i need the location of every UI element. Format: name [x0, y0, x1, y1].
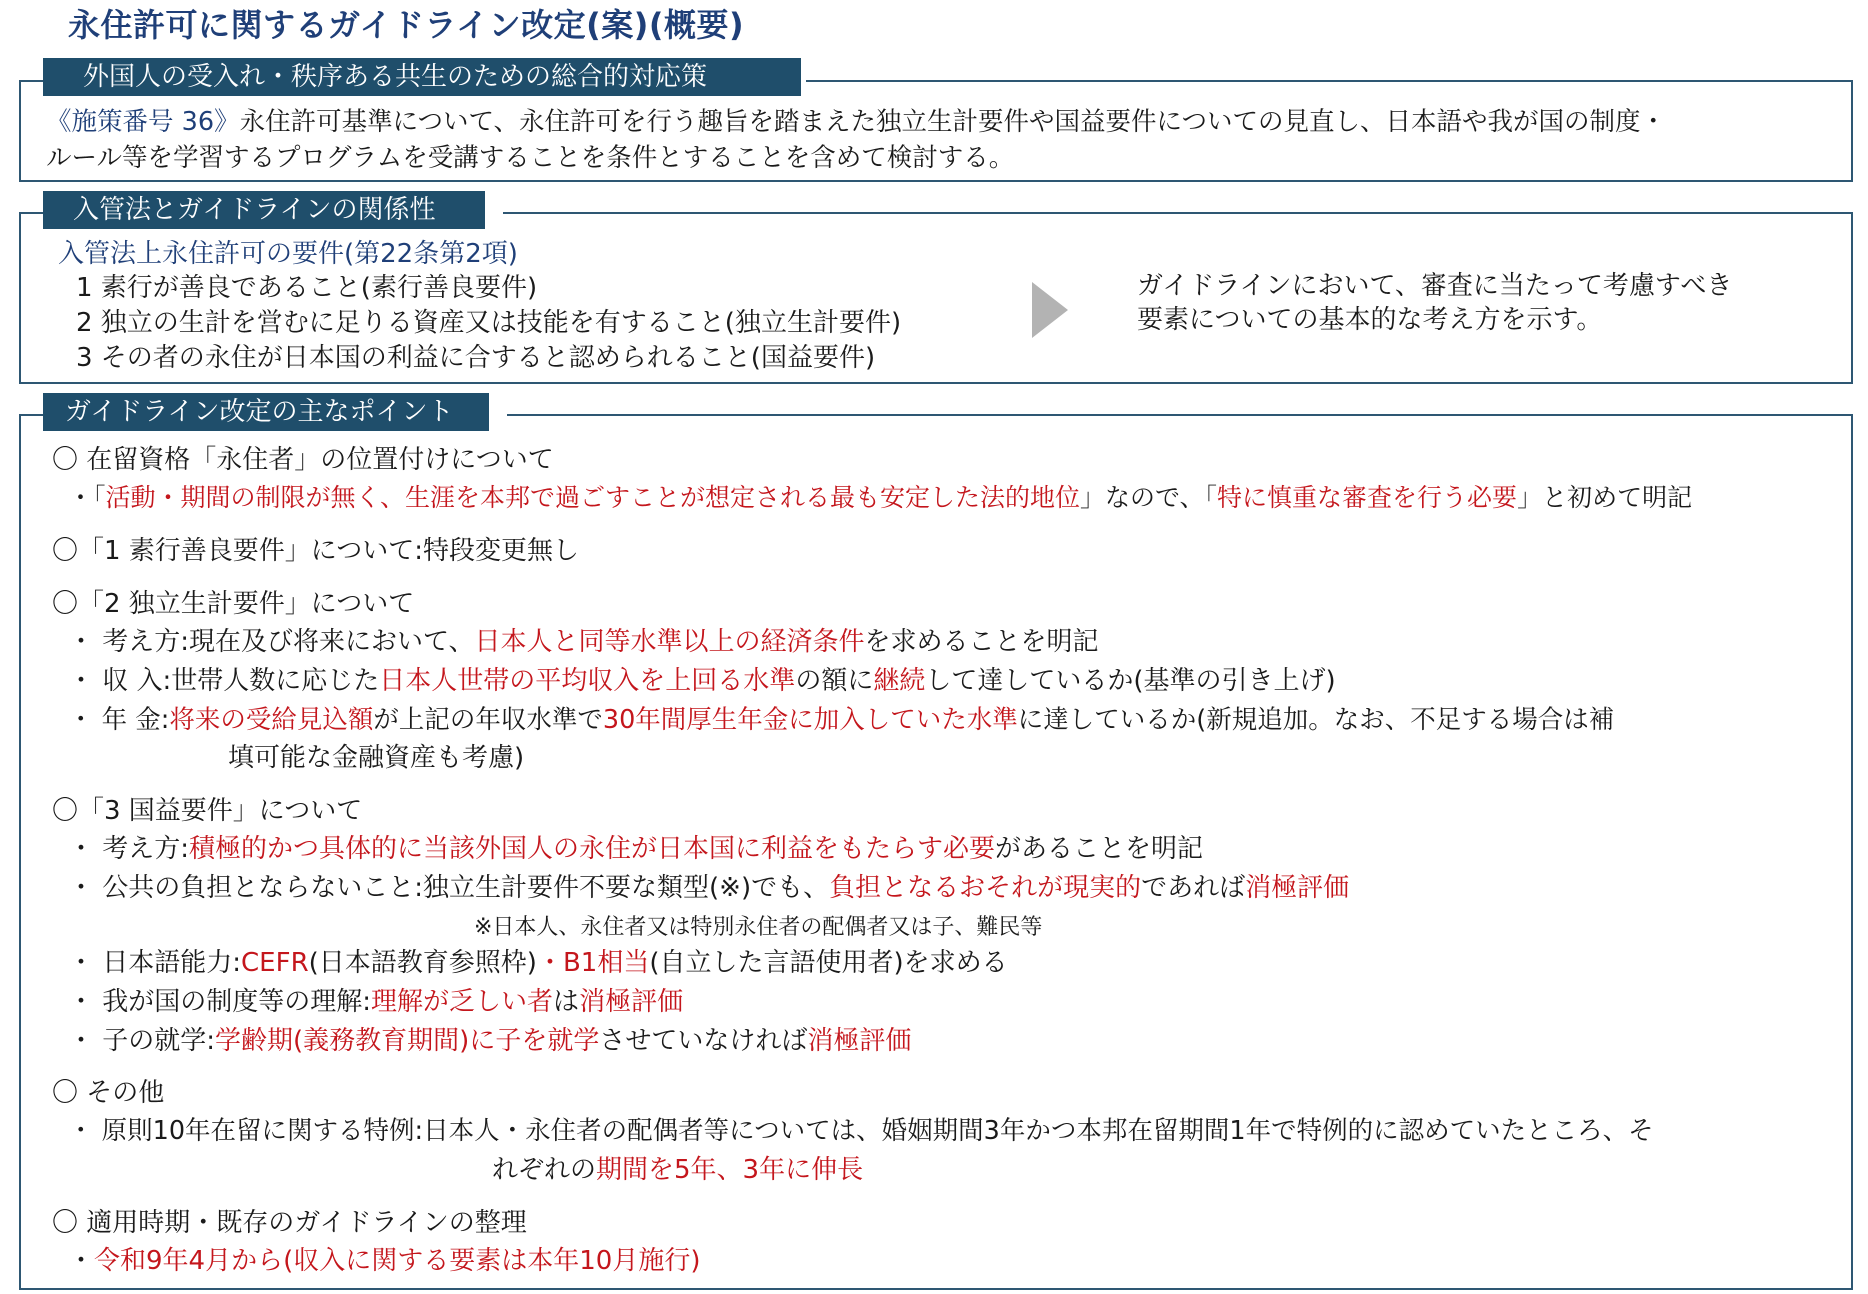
highlight-text: 継続: [873, 666, 926, 696]
highlight-text: 消極評価: [1245, 873, 1350, 903]
guideline-role-line-1: ガイドラインにおいて、審査に当たって考慮すべき: [1137, 271, 1733, 301]
bullet-text: させていなければ: [599, 1026, 808, 1056]
highlight-text: CEFR: [241, 948, 309, 978]
highlight-text: 活動・期間の制限が無く、生涯を本邦で過ごすことが想定される最も安定した法的地位: [105, 483, 1081, 512]
interest-bullet-3: [68, 945, 1008, 981]
bullet-text: ・ 考え方:現在及び将来において、: [68, 627, 475, 657]
livelihood-bullet-2: [68, 663, 1336, 699]
highlight-text: 日本人と同等水準以上の経済条件: [474, 627, 865, 657]
highlight-text: 消極評価: [579, 987, 684, 1017]
highlight-text: 30年間厚生年金に加入していた水準: [602, 705, 1018, 735]
policy-text-1: 永住許可基準について、永住許可を行う趣旨を踏まえた独立生計要件や国益要件についての見直し、日本語や我が国の制度・: [239, 107, 1667, 137]
bullet-text: ・ 子の就学:: [68, 1026, 216, 1056]
point-other-heading: 〇 その他: [52, 1078, 165, 1108]
section-relation-header: 入管法とガイドラインの関係性: [43, 191, 485, 229]
bullet-text: が上記の年収水準で: [373, 705, 603, 735]
livelihood-bullet-3: [68, 702, 1614, 738]
other-bullet-1: ・ 原則10年在留に関する特例:日本人・永住者の配偶者等については、婚姻期間3年かつ本邦在留期間1年で特例的に認めていたところ、そ: [68, 1116, 1654, 1146]
other-bullet-1-cont: [492, 1152, 863, 1188]
bullet-text: の額に: [795, 666, 874, 696]
point-timing-heading: 〇 適用時期・既存のガイドラインの整理: [52, 1208, 527, 1238]
point-livelihood-heading: 〇「2 独立生計要件」について: [52, 589, 415, 619]
point-conduct-heading: 〇「1 素行善良要件」について:特段変更無し: [52, 536, 580, 566]
bullet-text: 」なので、「: [1080, 483, 1218, 512]
point-national-interest-heading: 〇「3 国益要件」について: [52, 796, 363, 826]
bullet-text: (日本語教育参照枠): [308, 948, 537, 978]
timing-bullet-1: [68, 1243, 700, 1279]
requirement-1: 1 素行が善良であること(素行善良要件): [76, 273, 538, 303]
bullet-text: ・: [68, 1246, 95, 1276]
highlight-text: 期間を5年、3年に伸長: [596, 1155, 864, 1185]
bullet-text: を求めることを明記: [864, 627, 1099, 657]
requirement-2: 2 独立の生計を営むに足りる資産又は技能を有すること(独立生計要件): [76, 308, 902, 338]
point-status-bullet: [68, 480, 1692, 516]
bullet-text: して達しているか(基準の引き上げ): [925, 666, 1336, 696]
interest-bullet-2-note: ※日本人、永住者又は特別永住者の配偶者又は子、難民等: [474, 915, 1043, 940]
highlight-text: 特に慎重な審査を行う必要: [1217, 483, 1518, 512]
highlight-text: 令和9年4月から(収入に関する要素は本年10月施行): [94, 1246, 701, 1276]
interest-bullet-5: [68, 1023, 911, 1059]
bullet-text: (自立した言語使用者)を求める: [649, 948, 1008, 978]
section-points-header: ガイドライン改定の主なポイント: [43, 393, 489, 431]
measure-number: 《施策番号 36》: [46, 107, 240, 137]
bullet-text: 」と初めて明記: [1517, 483, 1693, 512]
highlight-text: 消極評価: [807, 1026, 912, 1056]
bullet-text: れぞれの: [492, 1155, 597, 1185]
livelihood-bullet-1: [68, 624, 1099, 660]
section-policy-header: 外国人の受入れ・秩序ある共生のための総合的対応策: [43, 58, 801, 96]
requirement-3: 3 その者の永住が日本国の利益に合すると認められること(国益要件): [76, 343, 876, 373]
highlight-text: 学齢期(義務教育期間)に子を就学: [215, 1026, 600, 1056]
point-status-heading: 〇 在留資格「永住者」の位置付けについて: [52, 445, 554, 475]
livelihood-bullet-3-cont: 填可能な金融資産も考慮): [228, 743, 525, 773]
highlight-text: 日本人世帯の平均収入を上回る水準: [379, 666, 796, 696]
policy-line-1: [46, 104, 1666, 140]
bullet-text: があることを明記: [995, 834, 1204, 864]
interest-bullet-2: [68, 870, 1349, 906]
guideline-role-line-2: 要素についての基本的な考え方を示す。: [1137, 305, 1603, 335]
bullet-text: ・ 公共の負担とならないこと:独立生計要件不要な類型(※)でも、: [68, 873, 830, 903]
page-title: 永住許可に関するガイドライン改定(案)(概要): [68, 6, 745, 44]
bullet-text: であれば: [1141, 873, 1246, 903]
policy-line-2: ルール等を学習するプログラムを受講することを条件とすることを含めて検討する。: [46, 143, 1015, 173]
law-requirements-title: 入管法上永住許可の要件(第22条第2項): [58, 239, 518, 269]
highlight-text: 将来の受給見込額: [169, 705, 374, 735]
interest-bullet-1: [68, 831, 1203, 867]
bullet-text: ・ 考え方:: [68, 834, 190, 864]
highlight-text: ・B1相当: [536, 948, 650, 978]
bullet-text: は: [553, 987, 580, 1017]
highlight-text: 負担となるおそれが現実的: [829, 873, 1142, 903]
bullet-text: ・ 日本語能力:: [68, 948, 242, 978]
interest-bullet-4: [68, 984, 683, 1020]
arrow-right-icon: [1032, 282, 1068, 338]
bullet-text: ・ 年 金:: [68, 705, 170, 735]
highlight-text: 積極的かつ具体的に当該外国人の永住が日本国に利益をもたらす必要: [189, 834, 996, 864]
bullet-text: ・「: [68, 483, 106, 512]
bullet-text: に達しているか(新規追加。なお、不足する場合は補: [1017, 705, 1615, 735]
bullet-text: ・ 我が国の制度等の理解:: [68, 987, 372, 1017]
bullet-text: ・ 収 入:世帯人数に応じた: [68, 666, 380, 696]
highlight-text: 理解が乏しい者: [371, 987, 554, 1017]
